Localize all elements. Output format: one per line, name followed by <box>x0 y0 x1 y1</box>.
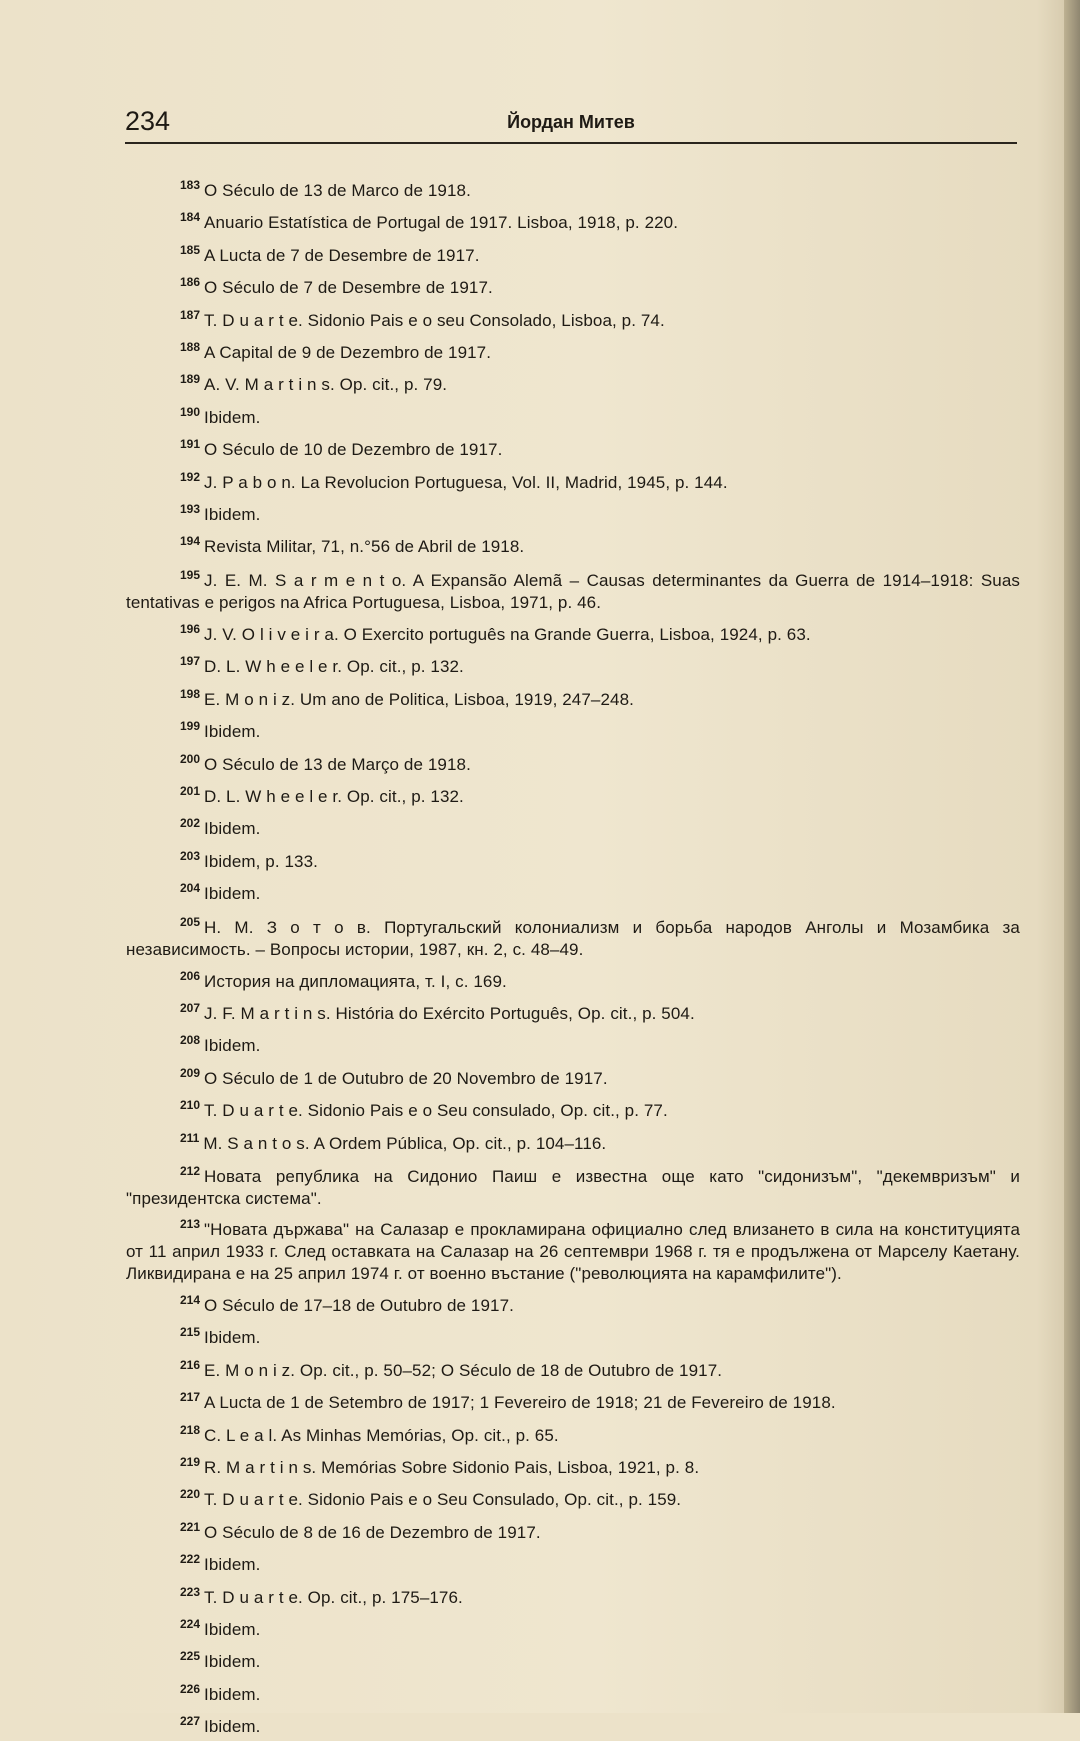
footnote <box>126 1514 1020 1546</box>
footnote-text: J. E. M. S a r m e n t o. A Expansão Alemã – Causas determinantes da Guerra de 1914–1918: Suas tentativas e perigos na Africa Portuguesa, Lisboa, 1971, p. 46. <box>126 570 1020 612</box>
footnote <box>126 1092 1020 1124</box>
footnote <box>126 995 1020 1027</box>
footnote-text: D. L. W h e e l e r. Op. cit., p. 132. <box>204 786 464 806</box>
footnote-text: Новата република на Сидонио Паиш е известна още като "сидонизъм", "декемвризъм" и "президентска система". <box>126 1166 1020 1208</box>
footnote <box>126 1125 1020 1157</box>
footnote-number: 205 <box>180 914 201 929</box>
footnote <box>126 1643 1020 1675</box>
footnote <box>126 681 1020 713</box>
footnote-text: Ibidem, p. 133. <box>204 851 318 871</box>
footnote-text: Ibidem. <box>204 1717 261 1737</box>
footnote-text: A Lucta de 1 de Setembro de 1917; 1 Fevereiro de 1918; 21 de Fevereiro de 1918. <box>204 1393 836 1413</box>
footnote-number: 191 <box>180 437 201 452</box>
footnote-number: 199 <box>180 719 201 734</box>
footnote-number: 210 <box>180 1098 201 1113</box>
footnote <box>126 464 1020 496</box>
footnote <box>126 172 1020 204</box>
footnote-text: Revista Militar, 71, n.°56 de Abril de 1918. <box>204 537 525 557</box>
footnote <box>126 431 1020 463</box>
footnote-number: 213 <box>180 1216 201 1231</box>
footnote-text: C. L e a l. As Minhas Memórias, Op. cit., p. 65. <box>204 1425 559 1445</box>
footnote-number: 216 <box>180 1357 201 1372</box>
footnote-number: 221 <box>180 1519 201 1534</box>
footnote-text: A Capital de 9 de Dezembro de 1917. <box>204 343 492 363</box>
footnote-number: 198 <box>180 686 201 701</box>
footnote <box>126 1449 1020 1481</box>
footnote-number: 187 <box>180 307 201 322</box>
footnote <box>126 963 1020 995</box>
footnote-text: R. M a r t i n s. Memórias Sobre Sidonio Pais, Lisboa, 1921, p. 8. <box>204 1458 700 1477</box>
footnote <box>126 1579 1020 1611</box>
page-header <box>125 104 1017 144</box>
footnote-number: 192 <box>180 469 201 484</box>
footnote-number: 218 <box>180 1422 201 1437</box>
footnote-text: T. D u a r t e. Sidonio Pais e o Seu Consulado, Op. cit., p. 159. <box>204 1490 682 1510</box>
footnote <box>126 564 1020 614</box>
footnote-number: 212 <box>180 1163 201 1178</box>
footnote <box>126 875 1020 907</box>
footnote <box>126 269 1020 301</box>
footnote-text: O Século de 10 de Dezembro de 1917. <box>204 440 503 460</box>
footnote <box>126 496 1020 528</box>
footnote-number: 183 <box>180 178 201 192</box>
footnote-text: E. M o n i z. Um ano de Politica, Lisboa, 1919, 247–248. <box>204 689 634 709</box>
footnote-number: 219 <box>180 1455 201 1469</box>
footnote-number: 202 <box>180 816 201 831</box>
footnote <box>126 1060 1020 1092</box>
footnote-number: 222 <box>180 1552 201 1567</box>
footnote-number: 208 <box>180 1033 201 1048</box>
footnote-text: J. F. M a r t i n s. História do Exército Português, Op. cit., p. 504. <box>204 1003 695 1023</box>
footnote <box>126 237 1020 269</box>
footnote-number: 215 <box>180 1325 201 1340</box>
footnote-number: 194 <box>180 534 201 549</box>
footnote-number: 217 <box>180 1390 201 1405</box>
footnote-text: Ibidem. <box>204 407 261 427</box>
footnote <box>126 843 1020 875</box>
footnote-number: 193 <box>180 502 201 517</box>
page-edge <box>1064 0 1080 1713</box>
footnote-number: 227 <box>180 1714 201 1729</box>
footnote <box>126 1160 1020 1210</box>
footnote-text: Ibidem. <box>204 505 261 525</box>
footnote-number: 206 <box>180 968 201 983</box>
footnote <box>126 334 1020 366</box>
footnote-text: J. P a b o n. La Revolucion Portuguesa, Vol. II, Madrid, 1945, p. 144. <box>204 472 728 492</box>
footnote-text: M. S a n t o s. A Ordem Pública, Op. cit., p. 104–116. <box>203 1133 607 1153</box>
footnote <box>126 528 1020 560</box>
footnote-number: 200 <box>180 751 201 766</box>
footnote-number: 188 <box>180 340 201 355</box>
footnote-text: D. L. W h e e l e r. Op. cit., p. 132. <box>204 657 464 677</box>
footnote-number: 196 <box>180 621 201 636</box>
footnote-number: 197 <box>180 654 201 669</box>
footnote <box>126 1481 1020 1513</box>
footnote-text: "Новата държава" на Салазар е прокламирана официално след влизането в сила на конституцията от 11 април 1933 г. След оставката на Салазар на 26 септември 1968 г. тя е продължена от Марселу Каетану. Ликвидирана е на 25 април 1974 г. от военно въстание ("революцията на карамфилите"). <box>126 1219 1020 1283</box>
running-head: Йордан Митев <box>507 112 635 132</box>
footnote-number: 186 <box>180 275 201 290</box>
footnote-text: E. M o n i z. Op. cit., p. 50–52; O Século de 18 de Outubro de 1917. <box>204 1360 723 1380</box>
footnote-text: O Século de 17–18 de Outubro de 1917. <box>204 1295 514 1315</box>
footnote-text: T. D u a r t e. Sidonio Pais e o Seu consulado, Op. cit., p. 77. <box>204 1101 668 1121</box>
header-rule <box>125 142 1017 144</box>
footnote-number: 203 <box>180 848 201 863</box>
footnote-text: Ibidem. <box>204 1652 261 1672</box>
footnote-number: 190 <box>180 404 201 419</box>
footnote <box>126 399 1020 431</box>
footnote-number: 207 <box>180 1000 201 1015</box>
footnote-text: Ibidem. <box>204 819 261 839</box>
footnote-text: O Século de 1 de Outubro de 20 Novembro de 1917. <box>204 1068 608 1088</box>
footnote-text: Ibidem. <box>204 1555 261 1575</box>
footnote <box>126 1546 1020 1578</box>
footnote <box>126 778 1020 810</box>
footnote <box>126 1287 1020 1319</box>
footnote-text: T. D u a r t e. Sidonio Pais e o seu Consolado, Lisboa, p. 74. <box>204 310 665 330</box>
footnote-text: Ibidem. <box>204 1036 261 1056</box>
footnote-text: A. V. M a r t i n s. Op. cit., p. 79. <box>204 375 448 395</box>
footnote-text: O Século de 13 de Março de 1918. <box>204 754 471 774</box>
footnote-number: 224 <box>180 1617 201 1632</box>
footnote <box>126 1027 1020 1059</box>
footnote-text: Ibidem. <box>204 1328 261 1348</box>
footnote <box>126 204 1020 236</box>
footnote-number: 214 <box>180 1292 201 1307</box>
footnote-text: O Século de 7 de Desembre de 1917. <box>204 278 493 298</box>
footnote <box>126 302 1020 334</box>
footnote-number: 184 <box>180 210 201 225</box>
footnote-text: Ibidem. <box>204 722 261 742</box>
footnote-number: 189 <box>180 372 201 387</box>
footnote-text: Ibidem. <box>204 884 261 904</box>
footnote <box>126 1611 1020 1643</box>
footnote-number: 195 <box>180 567 201 582</box>
footnote-text: Ibidem. <box>204 1620 261 1640</box>
footnote <box>126 713 1020 745</box>
page-number: 234 <box>125 106 171 136</box>
footnote-number: 220 <box>180 1487 201 1502</box>
footnote-number: 226 <box>180 1681 201 1696</box>
footnote <box>126 1417 1020 1449</box>
footnote <box>126 1213 1020 1285</box>
footnote-number: 201 <box>180 783 201 798</box>
footnote <box>126 746 1020 778</box>
footnote-text: Н. М. З о т о в. Португальский колониализм и борьба народов Анголы и Мозамбика за независимость. – Вопросы истории, 1987, кн. 2, с. 48–49. <box>126 917 1020 959</box>
footnote-text: История на дипломацията, т. I, с. 169. <box>204 971 507 991</box>
footnote <box>126 648 1020 680</box>
footnote <box>126 810 1020 842</box>
footnote-text: Anuario Estatística de Portugal de 1917. Lisboa, 1918, p. 220. <box>204 213 679 233</box>
footnote-number: 204 <box>180 881 201 896</box>
footnote <box>126 911 1020 961</box>
footnote-text: J. V. O l i v e i r a. O Exercito português na Grande Guerra, Lisboa, 1924, p. 63. <box>204 624 811 644</box>
footnote <box>126 1676 1020 1708</box>
footnotes-list <box>126 172 1020 1741</box>
footnote <box>126 1319 1020 1351</box>
footnote-number: 223 <box>180 1584 201 1599</box>
footnote-number: 225 <box>180 1649 201 1664</box>
footnote <box>126 366 1020 398</box>
footnote <box>126 1384 1020 1416</box>
footnote <box>126 1352 1020 1384</box>
footnote <box>126 616 1020 648</box>
footnote-text: O Século de 13 de Marco de 1918. <box>204 181 471 200</box>
footnote-text: A Lucta de 7 de Desembre de 1917. <box>204 245 480 265</box>
footnote <box>126 1708 1020 1740</box>
footnote-number: 211 <box>180 1130 200 1145</box>
footnote-text: T. D u a r t e. Op. cit., p. 175–176. <box>204 1587 463 1607</box>
footnote-number: 185 <box>180 242 201 257</box>
footnote-number: 209 <box>180 1065 201 1080</box>
footnote-text: Ibidem. <box>204 1684 261 1704</box>
footnote-text: O Século de 8 de 16 de Dezembro de 1917. <box>204 1522 541 1542</box>
